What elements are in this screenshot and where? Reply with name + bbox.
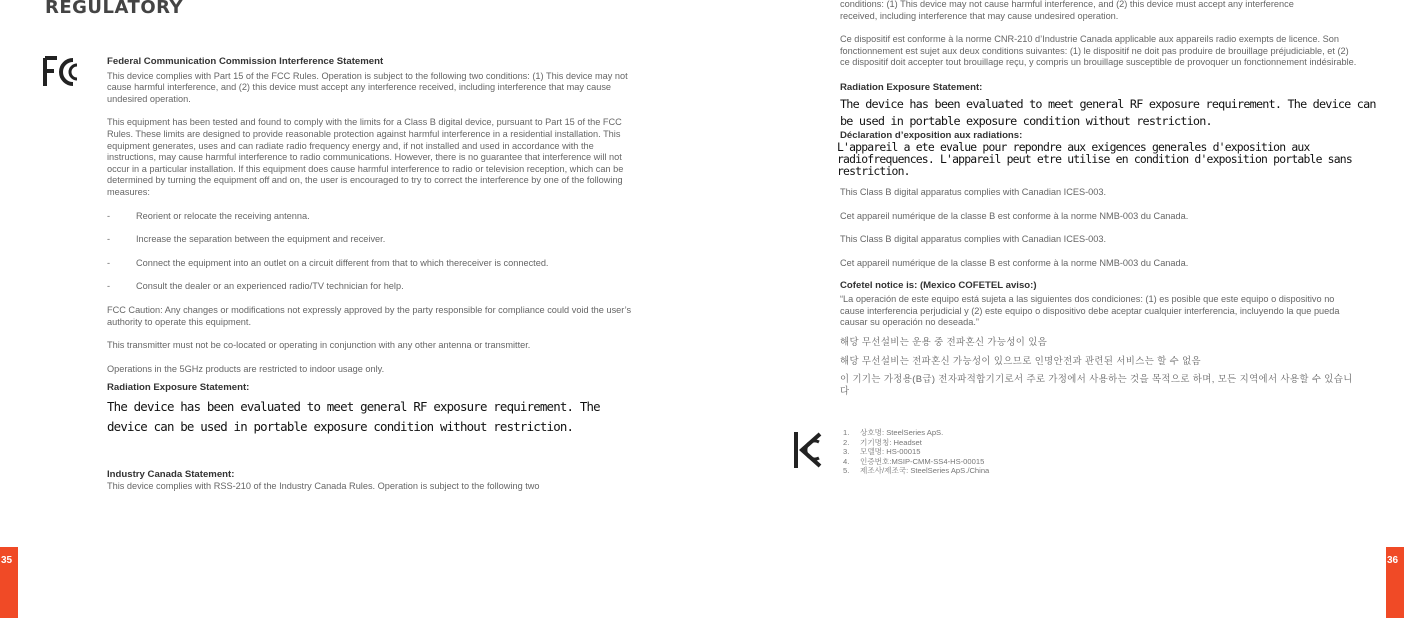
transmitter-note: This transmitter must not be co-located or operating in conjunction with any other antenna or transmitter. [107, 340, 531, 351]
left-column [107, 56, 632, 493]
list-item: 5. 제조사/제조국: SteelSeries ApS./China [843, 466, 990, 476]
radiation-heading: Radiation Exposure Statement: [107, 382, 250, 394]
korean-line-1: 해당 무선설비는 운용 중 전파혼신 가능성이 있음 [840, 335, 1048, 347]
page-number-right: 36 [1386, 547, 1404, 618]
kc-mark-icon [793, 430, 823, 470]
radiation-text: The device has been evaluated to meet general RF exposure requirement. The device can be used in portable exposure condition without restriction. [840, 96, 1376, 128]
korean-line-3: 이 기기는 가정용(B급) 전자파적합기기로서 주로 가정에서 사용하는 것을 목적으로 하며, 모든 지역에서 사용할 수 있습니다 [840, 373, 1353, 396]
cofetel-text: “La operación de este equipo está sujeta a las siguientes dos condiciones: (1) es posible que este equipo o dispositivo no cause interferencia perjudicial y (2) este equipo o dispositivo debe aceptar cualquier interferencia, incluyendo la que pueda causar su operación no deseada.” [840, 294, 1340, 328]
page-title: REGULATORY [45, 0, 184, 18]
list-item: - Connect the equipment into an outlet on a circuit different from that to which thereceiver is connected. [107, 257, 549, 268]
declaration-text: L'appareil a ete evalue pour repondre aux exigences generales d'exposition aux radiofrequences. L'appareil peut etre utilise en condition d'exposition portable sans restriction. [837, 140, 1352, 179]
declaration-heading: Déclaration d’exposition aux radiations: [840, 129, 1023, 141]
fcc-heading: Federal Communication Commission Interference Statement [107, 56, 384, 67]
fcc-paragraph-1: This device complies with Part 15 of the FCC Rules. Operation is subject to the following two conditions: (1) This device may not cause harmful interference, and (2) this device must accept any interference received, including interference that may cause undesired operation. [107, 70, 628, 104]
measures-list [107, 211, 632, 293]
fcc-caution: FCC Caution: Any changes or modifications not expressly approved by the party responsible for compliance could void the user’s authority to operate this equipment. [107, 304, 632, 327]
korean-line-2: 해당 무선설비는 전파혼신 가능성이 있으므로 인명안전과 관련된 서비스는 할 수 없음 [840, 354, 1202, 366]
page-number-left: 35 [0, 547, 18, 618]
ices-statement-1: This Class B digital apparatus complies with Canadian ICES-003. [840, 187, 1107, 198]
fcc-logo-icon [43, 56, 83, 88]
ices-statement-2: This Class B digital apparatus complies with Canadian ICES-003. [840, 234, 1107, 245]
nmb-statement-2: Cet appareil numérique de la classe B est conforme à la norme NMB-003 du Canada. [840, 257, 1189, 268]
fcc-paragraph-2: This equipment has been tested and found to comply with the limits for a Class B digital device, pursuant to Part 15 of the FCC Rules. These limits are designed to provide reasonable protection against harmful interference in a residential installation. This equipment generates, uses and can radiate radio frequency energy and, if not installed and used in accordance with the instructions, may cause harmful interference to radio communications. However, there is no guarantee that interference will not occur in a particular installation. If this equipment does cause harmful interference to radio or television reception, which can be determined by turning the equipment off and on, the user is encouraged to try to correct the interference by one of the following measures: [107, 117, 624, 197]
list-item: 1. 상호명: SteelSeries ApS. [843, 428, 944, 437]
nmb-statement-1: Cet appareil numérique de la classe B est conforme à la norme NMB-003 du Canada. [840, 210, 1189, 221]
cofetel-heading: Cofetel notice is: (Mexico COFETEL aviso:) [840, 279, 1037, 291]
cnr-french: Ce dispositif est conforme à la norme CNR-210 d’Industrie Canada applicable aux appareils radio exempts de licence. Son fonctionnement est sujet aux deux conditions suivantes: (1) le dispositif ne doit pas produire de brouillage préjudiciable, et (2) ce dispositif doit accepter tout brouillage reçu, y compris un brouillage susceptible de provoquer un fonctionnement indésirable. [840, 34, 1357, 68]
kc-info-list [843, 428, 1103, 476]
radiation-text: The device has been evaluated to meet general RF exposure requirement. The device can be used in portable exposure condition without restriction. [107, 398, 600, 434]
list-item: 4. 인증번호:MSIP-CMM-SS4-HS-00015 [843, 456, 985, 466]
radiation-heading: Radiation Exposure Statement: [840, 81, 983, 93]
ic-heading: Industry Canada Statement: [107, 468, 235, 480]
five-ghz-note: Operations in the 5GHz products are restricted to indoor usage only. [107, 363, 385, 374]
list-item: - Increase the separation between the equipment and receiver. [107, 234, 386, 245]
list-item: 2. 기기명칭: Headset [843, 437, 922, 447]
ic-continued: conditions: (1) This device may not cause harmful interference, and (2) this device must accept any interference received, including interference that may cause undesired operation. [840, 0, 1294, 21]
ic-text: This device complies with RSS-210 of the Industry Canada Rules. Operation is subject to the following two [107, 481, 540, 492]
list-item: 3. 모델명: HS-00015 [843, 447, 921, 457]
list-item: - Consult the dealer or an experienced radio/TV technician for help. [107, 281, 404, 292]
list-item: - Reorient or relocate the receiving antenna. [107, 210, 310, 221]
right-column [837, 0, 1380, 396]
